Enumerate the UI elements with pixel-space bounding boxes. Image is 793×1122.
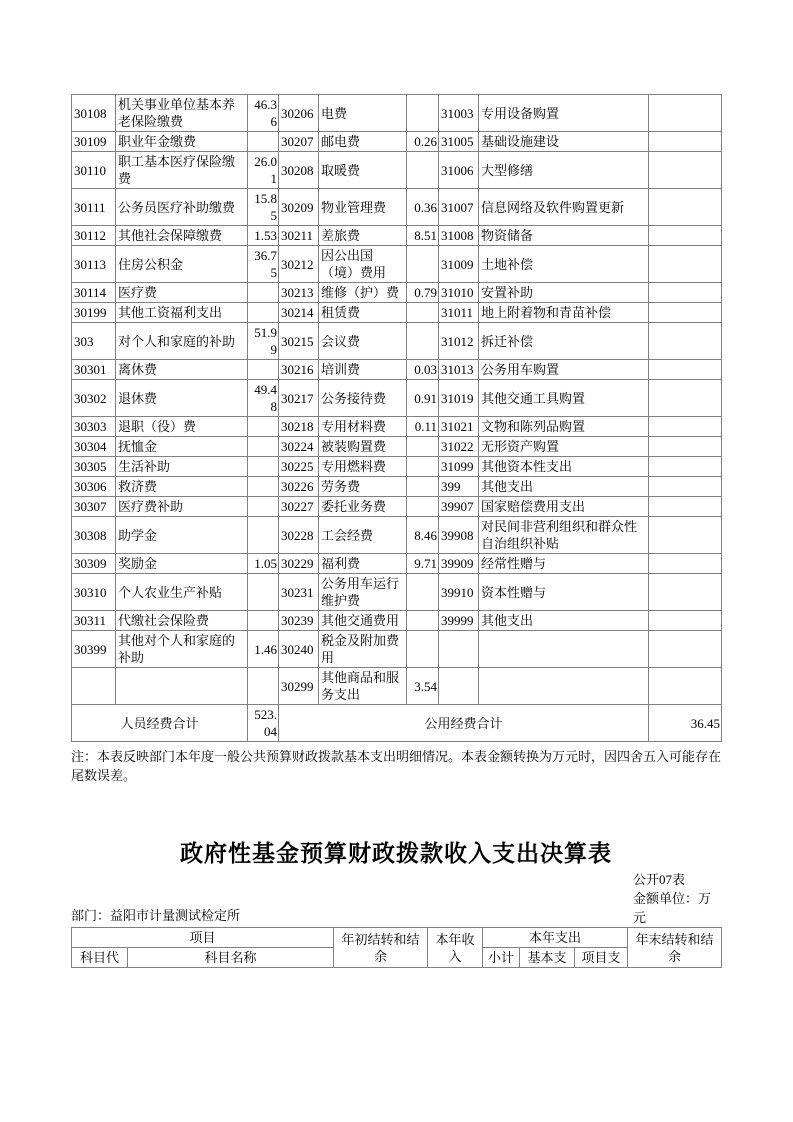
basic-expenditure-detail-table bbox=[71, 94, 722, 742]
amount-cell bbox=[248, 437, 279, 457]
table-row bbox=[72, 611, 722, 631]
amount-cell: 1.46 bbox=[248, 631, 279, 668]
amount-cell: 36.75 bbox=[248, 246, 279, 283]
table-row bbox=[72, 668, 722, 705]
code-cell: 30311 bbox=[72, 611, 116, 631]
amount-cell: 3.54 bbox=[407, 668, 439, 705]
amount-cell bbox=[407, 323, 439, 360]
name-cell: 地上附着物和青苗补偿 bbox=[479, 303, 649, 323]
amount-cell: 0.03 bbox=[407, 360, 439, 380]
amount-cell bbox=[407, 437, 439, 457]
code-cell: 30224 bbox=[279, 437, 319, 457]
code-cell: 30208 bbox=[279, 152, 319, 189]
budget-table-footer bbox=[72, 705, 722, 742]
code-cell: 30239 bbox=[279, 611, 319, 631]
name-cell: 劳务费 bbox=[319, 477, 407, 497]
budget-table-body bbox=[72, 95, 722, 705]
amount-cell bbox=[248, 457, 279, 477]
amount-cell: 8.46 bbox=[407, 517, 439, 554]
amount-cell bbox=[248, 517, 279, 554]
personnel-total-label: 人员经费合计 bbox=[72, 705, 248, 742]
name-cell: 会议费 bbox=[319, 323, 407, 360]
name-cell: 无形资产购置 bbox=[479, 437, 649, 457]
amount-cell: 1.05 bbox=[248, 554, 279, 574]
amount-cell bbox=[649, 611, 722, 631]
code-cell: 30301 bbox=[72, 360, 116, 380]
name-cell: 退休费 bbox=[116, 380, 248, 417]
amount-cell bbox=[649, 631, 722, 668]
amount-cell: 26.01 bbox=[248, 152, 279, 189]
header-project: 项目支 bbox=[575, 948, 628, 968]
name-cell: 维修（护）费 bbox=[319, 283, 407, 303]
code-cell: 31011 bbox=[439, 303, 479, 323]
amount-cell: 9.71 bbox=[407, 554, 439, 574]
code-cell: 30227 bbox=[279, 497, 319, 517]
amount-cell: 1.53 bbox=[248, 226, 279, 246]
unit-label: 金额单位：万元 bbox=[633, 891, 712, 925]
code-cell: 30305 bbox=[72, 457, 116, 477]
name-cell: 医疗费 bbox=[116, 283, 248, 303]
name-cell: 离休费 bbox=[116, 360, 248, 380]
header-item: 项目 bbox=[72, 928, 334, 948]
name-cell: 差旅费 bbox=[319, 226, 407, 246]
name-cell: 其他对个人和家庭的补助 bbox=[116, 631, 248, 668]
name-cell: 国家赔偿费用支出 bbox=[479, 497, 649, 517]
amount-cell bbox=[248, 283, 279, 303]
name-cell: 其他商品和服务支出 bbox=[319, 668, 407, 705]
code-cell: 30299 bbox=[279, 668, 319, 705]
amount-cell bbox=[407, 631, 439, 668]
amount-cell bbox=[407, 497, 439, 517]
amount-cell bbox=[649, 283, 722, 303]
name-cell: 其他支出 bbox=[479, 611, 649, 631]
code-cell: 30112 bbox=[72, 226, 116, 246]
amount-cell bbox=[649, 323, 722, 360]
name-cell: 医疗费补助 bbox=[116, 497, 248, 517]
fund-budget-table bbox=[71, 927, 722, 968]
name-cell: 职业年金缴费 bbox=[116, 132, 248, 152]
header-subject-code: 科目代 bbox=[72, 948, 128, 968]
table-row bbox=[72, 554, 722, 574]
amount-cell: 0.91 bbox=[407, 380, 439, 417]
header-year-income: 本年收入 bbox=[428, 928, 483, 968]
amount-cell: 15.85 bbox=[248, 189, 279, 226]
name-cell bbox=[116, 668, 248, 705]
fund-table-title: 政府性基金预算财政拨款收入支出决算表 bbox=[180, 841, 612, 866]
table-row bbox=[72, 517, 722, 554]
code-cell: 30199 bbox=[72, 303, 116, 323]
table-row bbox=[72, 323, 722, 360]
amount-cell bbox=[248, 477, 279, 497]
name-cell: 电费 bbox=[319, 95, 407, 132]
header-year-expense: 本年支出 bbox=[483, 928, 628, 948]
public-table-code: 公开07表 bbox=[633, 872, 686, 887]
code-cell: 31006 bbox=[439, 152, 479, 189]
amount-cell: 0.11 bbox=[407, 417, 439, 437]
code-cell: 30114 bbox=[72, 283, 116, 303]
amount-cell bbox=[649, 497, 722, 517]
amount-cell bbox=[649, 574, 722, 611]
amount-cell: 0.79 bbox=[407, 283, 439, 303]
code-cell: 31005 bbox=[439, 132, 479, 152]
name-cell bbox=[479, 668, 649, 705]
code-cell: 31003 bbox=[439, 95, 479, 132]
amount-cell: 0.26 bbox=[407, 132, 439, 152]
name-cell: 生活补助 bbox=[116, 457, 248, 477]
table-note: 注：本表反映部门本年度一般公共预算财政拨款基本支出明细情况。本表金额转换为万元时，因四舍五入可能存在尾数误差。 bbox=[71, 749, 722, 783]
name-cell: 专用燃料费 bbox=[319, 457, 407, 477]
code-cell: 30108 bbox=[72, 95, 116, 132]
code-cell: 30213 bbox=[279, 283, 319, 303]
name-cell: 抚恤金 bbox=[116, 437, 248, 457]
code-cell: 39908 bbox=[439, 517, 479, 554]
code-cell: 31013 bbox=[439, 360, 479, 380]
name-cell: 物资储备 bbox=[479, 226, 649, 246]
code-cell: 31021 bbox=[439, 417, 479, 437]
code-cell: 30215 bbox=[279, 323, 319, 360]
amount-cell bbox=[649, 380, 722, 417]
name-cell: 其他社会保障缴费 bbox=[116, 226, 248, 246]
name-cell: 公务接待费 bbox=[319, 380, 407, 417]
code-cell: 30206 bbox=[279, 95, 319, 132]
personnel-total-value: 523.04 bbox=[248, 705, 279, 742]
amount-cell bbox=[649, 246, 722, 283]
code-cell: 30225 bbox=[279, 457, 319, 477]
fund-table-meta bbox=[71, 870, 721, 927]
amount-cell bbox=[649, 95, 722, 132]
code-cell: 30308 bbox=[72, 517, 116, 554]
code-cell: 31022 bbox=[439, 437, 479, 457]
table-row bbox=[72, 303, 722, 323]
amount-cell bbox=[649, 189, 722, 226]
table-row bbox=[72, 437, 722, 457]
amount-cell: 0.36 bbox=[407, 189, 439, 226]
amount-cell bbox=[649, 668, 722, 705]
code-cell bbox=[439, 631, 479, 668]
name-cell: 税金及附加费用 bbox=[319, 631, 407, 668]
code-cell: 30306 bbox=[72, 477, 116, 497]
code-cell: 30214 bbox=[279, 303, 319, 323]
amount-cell: 51.99 bbox=[248, 323, 279, 360]
code-cell: 30111 bbox=[72, 189, 116, 226]
header-subject-name: 科目名称 bbox=[128, 948, 334, 968]
table-row bbox=[72, 189, 722, 226]
amount-cell bbox=[649, 226, 722, 246]
amount-cell bbox=[248, 611, 279, 631]
table-row bbox=[72, 283, 722, 303]
code-cell: 31012 bbox=[439, 323, 479, 360]
amount-cell bbox=[407, 574, 439, 611]
name-cell: 代缴社会保险费 bbox=[116, 611, 248, 631]
name-cell: 个人农业生产补贴 bbox=[116, 574, 248, 611]
table-row bbox=[72, 246, 722, 283]
code-cell: 31099 bbox=[439, 457, 479, 477]
amount-cell: 49.48 bbox=[248, 380, 279, 417]
amount-cell bbox=[649, 554, 722, 574]
name-cell: 其他交通费用 bbox=[319, 611, 407, 631]
name-cell: 福利费 bbox=[319, 554, 407, 574]
code-cell: 30229 bbox=[279, 554, 319, 574]
table-row bbox=[72, 132, 722, 152]
meta-right bbox=[633, 870, 721, 927]
code-cell: 30217 bbox=[279, 380, 319, 417]
table-row bbox=[72, 95, 722, 132]
amount-cell bbox=[649, 457, 722, 477]
code-cell: 31009 bbox=[439, 246, 479, 283]
totals-row bbox=[72, 705, 722, 742]
name-cell: 退职（役）费 bbox=[116, 417, 248, 437]
amount-cell: 46.36 bbox=[248, 95, 279, 132]
amount-cell bbox=[407, 246, 439, 283]
name-cell: 救济费 bbox=[116, 477, 248, 497]
code-cell: 30309 bbox=[72, 554, 116, 574]
name-cell: 其他资本性支出 bbox=[479, 457, 649, 477]
amount-cell bbox=[407, 152, 439, 189]
header-begin-balance: 年初结转和结余 bbox=[334, 928, 428, 968]
code-cell: 30310 bbox=[72, 574, 116, 611]
name-cell: 其他交通工具购置 bbox=[479, 380, 649, 417]
name-cell: 培训费 bbox=[319, 360, 407, 380]
table-row bbox=[72, 152, 722, 189]
amount-cell: 8.51 bbox=[407, 226, 439, 246]
table-row bbox=[72, 360, 722, 380]
amount-cell bbox=[248, 360, 279, 380]
table-row bbox=[72, 477, 722, 497]
name-cell: 资本性赠与 bbox=[479, 574, 649, 611]
name-cell: 拆迁补偿 bbox=[479, 323, 649, 360]
amount-cell bbox=[407, 303, 439, 323]
table-row bbox=[72, 226, 722, 246]
code-cell: 30113 bbox=[72, 246, 116, 283]
table-row bbox=[72, 631, 722, 668]
public-total-label: 公用经费合计 bbox=[279, 705, 649, 742]
name-cell: 委托业务费 bbox=[319, 497, 407, 517]
code-cell: 30240 bbox=[279, 631, 319, 668]
code-cell: 39907 bbox=[439, 497, 479, 517]
name-cell: 租赁费 bbox=[319, 303, 407, 323]
code-cell: 39999 bbox=[439, 611, 479, 631]
code-cell: 30302 bbox=[72, 380, 116, 417]
name-cell bbox=[479, 631, 649, 668]
code-cell: 30211 bbox=[279, 226, 319, 246]
name-cell: 物业管理费 bbox=[319, 189, 407, 226]
amount-cell bbox=[248, 574, 279, 611]
code-cell: 31010 bbox=[439, 283, 479, 303]
name-cell: 助学金 bbox=[116, 517, 248, 554]
amount-cell bbox=[649, 477, 722, 497]
code-cell: 30216 bbox=[279, 360, 319, 380]
amount-cell bbox=[649, 437, 722, 457]
code-cell bbox=[439, 668, 479, 705]
name-cell: 取暖费 bbox=[319, 152, 407, 189]
name-cell: 专用设备购置 bbox=[479, 95, 649, 132]
amount-cell bbox=[248, 497, 279, 517]
name-cell: 对民间非营利组织和群众性自治组织补贴 bbox=[479, 517, 649, 554]
name-cell: 职工基本医疗保险缴费 bbox=[116, 152, 248, 189]
table-row bbox=[72, 574, 722, 611]
code-cell: 31008 bbox=[439, 226, 479, 246]
table-row bbox=[72, 417, 722, 437]
amount-cell bbox=[649, 360, 722, 380]
name-cell: 大型修缮 bbox=[479, 152, 649, 189]
name-cell: 基础设施建设 bbox=[479, 132, 649, 152]
code-cell: 31007 bbox=[439, 189, 479, 226]
amount-cell bbox=[248, 132, 279, 152]
name-cell: 住房公积金 bbox=[116, 246, 248, 283]
name-cell: 工会经费 bbox=[319, 517, 407, 554]
amount-cell bbox=[407, 457, 439, 477]
name-cell: 奖励金 bbox=[116, 554, 248, 574]
code-cell: 30303 bbox=[72, 417, 116, 437]
code-cell bbox=[72, 668, 116, 705]
code-cell: 30212 bbox=[279, 246, 319, 283]
code-cell: 30228 bbox=[279, 517, 319, 554]
code-cell: 30109 bbox=[72, 132, 116, 152]
department-label: 部门：益阳市计量测试检定所 bbox=[71, 908, 241, 923]
name-cell: 专用材料费 bbox=[319, 417, 407, 437]
table-row bbox=[72, 380, 722, 417]
table-row bbox=[72, 457, 722, 477]
header-subtotal: 小计 bbox=[483, 948, 520, 968]
fund-table-header bbox=[72, 928, 722, 968]
code-cell: 30304 bbox=[72, 437, 116, 457]
table-row bbox=[72, 497, 722, 517]
code-cell: 399 bbox=[439, 477, 479, 497]
amount-cell bbox=[649, 517, 722, 554]
amount-cell bbox=[248, 303, 279, 323]
fund-header-row-1 bbox=[72, 928, 722, 948]
name-cell: 公务用车运行维护费 bbox=[319, 574, 407, 611]
code-cell: 30218 bbox=[279, 417, 319, 437]
name-cell: 信息网络及软件购置更新 bbox=[479, 189, 649, 226]
amount-cell bbox=[248, 668, 279, 705]
code-cell: 30110 bbox=[72, 152, 116, 189]
amount-cell bbox=[407, 95, 439, 132]
amount-cell bbox=[649, 303, 722, 323]
amount-cell bbox=[649, 132, 722, 152]
name-cell: 土地补偿 bbox=[479, 246, 649, 283]
code-cell: 30399 bbox=[72, 631, 116, 668]
header-basic: 基本支 bbox=[520, 948, 575, 968]
code-cell: 30231 bbox=[279, 574, 319, 611]
code-cell: 39910 bbox=[439, 574, 479, 611]
name-cell: 公务用车购置 bbox=[479, 360, 649, 380]
amount-cell bbox=[649, 417, 722, 437]
code-cell: 31019 bbox=[439, 380, 479, 417]
code-cell: 30209 bbox=[279, 189, 319, 226]
name-cell: 其他工资福利支出 bbox=[116, 303, 248, 323]
code-cell: 39909 bbox=[439, 554, 479, 574]
name-cell: 经常性赠与 bbox=[479, 554, 649, 574]
code-cell: 30207 bbox=[279, 132, 319, 152]
amount-cell bbox=[248, 417, 279, 437]
name-cell: 文物和陈列品购置 bbox=[479, 417, 649, 437]
name-cell: 被装购置费 bbox=[319, 437, 407, 457]
name-cell: 其他支出 bbox=[479, 477, 649, 497]
name-cell: 机关事业单位基本养老保险缴费 bbox=[116, 95, 248, 132]
code-cell: 30226 bbox=[279, 477, 319, 497]
code-cell: 303 bbox=[72, 323, 116, 360]
public-total-value: 36.45 bbox=[649, 705, 722, 742]
name-cell: 因公出国（境）费用 bbox=[319, 246, 407, 283]
name-cell: 公务员医疗补助缴费 bbox=[116, 189, 248, 226]
name-cell: 邮电费 bbox=[319, 132, 407, 152]
header-end-balance: 年末结转和结余 bbox=[628, 928, 722, 968]
amount-cell bbox=[649, 152, 722, 189]
name-cell: 对个人和家庭的补助 bbox=[116, 323, 248, 360]
code-cell: 30307 bbox=[72, 497, 116, 517]
amount-cell bbox=[407, 611, 439, 631]
name-cell: 安置补助 bbox=[479, 283, 649, 303]
amount-cell bbox=[407, 477, 439, 497]
